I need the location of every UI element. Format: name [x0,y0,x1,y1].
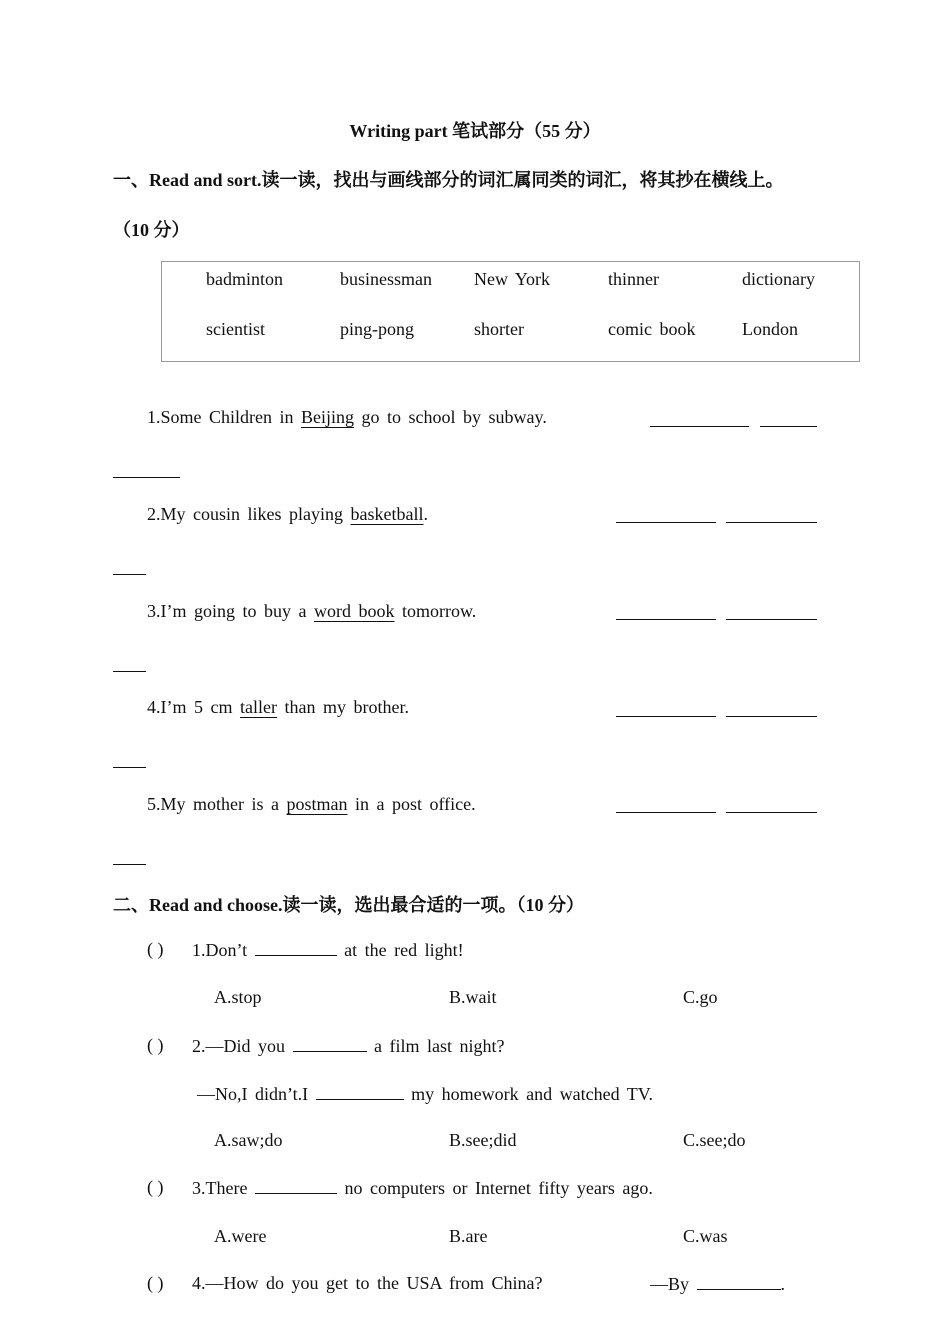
answer-parentheses[interactable]: ( ) [147,939,164,959]
word-businessman: businessman [340,269,432,289]
answer-blank[interactable] [616,522,716,523]
word-comic-book: comic book [608,319,696,339]
word-scientist: scientist [206,319,265,339]
section1-points: （10 分） [113,220,190,240]
option-a[interactable]: A.saw;do [214,1130,283,1150]
answer-parentheses[interactable]: ( ) [147,1035,164,1055]
choice-question-4: 4.—How do you get to the USA from China? [192,1273,543,1293]
option-c[interactable]: C.see;do [683,1130,746,1150]
answer-blank-continued[interactable] [113,767,146,768]
answer-parentheses[interactable]: ( ) [147,1273,164,1293]
option-a[interactable]: A.stop [214,987,262,1007]
answer-blank[interactable] [726,522,817,523]
answer-blank[interactable] [726,619,817,620]
choice-question-4-reply: —By . [650,1274,786,1294]
answer-blank[interactable] [726,716,817,717]
answer-blank[interactable] [616,812,716,813]
page-title: Writing part 笔试部分（55 分） [349,121,601,141]
answer-blank[interactable] [650,426,749,427]
choice-question-2: 2.—Did you a film last night? [192,1036,505,1056]
underlined-word: postman [286,794,348,814]
word-new-york: New York [474,269,551,289]
word-london: London [742,319,798,339]
fill-blank[interactable] [293,1035,367,1052]
fill-blank[interactable] [316,1083,404,1100]
word-ping-pong: ping-pong [340,319,414,339]
word-badminton: badminton [206,269,283,289]
answer-blank[interactable] [616,716,716,717]
fill-blank[interactable] [255,1177,337,1194]
word-shorter: shorter [474,319,524,339]
answer-parentheses[interactable]: ( ) [147,1177,164,1197]
answer-blank-continued[interactable] [113,864,146,865]
sort-question-3: 3.I’m going to buy a word book tomorrow. [147,601,477,621]
underlined-word: taller [239,697,277,717]
answer-blank[interactable] [726,812,817,813]
underlined-word: Beijing [301,407,354,427]
choice-question-3: 3.There no computers or Internet fifty years ago. [192,1178,653,1198]
section2-heading: 二、Read and choose.读一读，选出最合适的一项。（10 分） [113,895,585,915]
answer-blank-continued[interactable] [113,671,146,672]
section1-heading: 一、Read and sort.读一读，找出与画线部分的词汇属同类的词汇，将其抄在横线上。 [113,170,784,190]
option-a[interactable]: A.were [214,1226,267,1246]
underlined-word: basketball [350,504,424,524]
choice-question-2-reply: —No,I didn’t.I my homework and watched TV. [197,1084,653,1104]
word-dictionary: dictionary [742,269,815,289]
option-b[interactable]: B.are [449,1226,488,1246]
sort-question-4: 4.I’m 5 cm taller than my brother. [147,697,409,717]
word-box [161,261,860,362]
answer-blank[interactable] [616,619,716,620]
option-c[interactable]: C.go [683,987,718,1007]
fill-blank[interactable] [255,939,337,956]
answer-blank[interactable] [760,426,817,427]
option-c[interactable]: C.was [683,1226,728,1246]
sort-question-2: 2.My cousin likes playing basketball. [147,504,428,524]
fill-blank[interactable] [697,1273,781,1290]
option-b[interactable]: B.wait [449,987,497,1007]
answer-blank-continued[interactable] [113,477,180,478]
word-thinner: thinner [608,269,659,289]
option-b[interactable]: B.see;did [449,1130,517,1150]
choice-question-1: 1.Don’t at the red light! [192,940,464,960]
answer-blank-continued[interactable] [113,574,146,575]
underlined-word: word book [313,601,395,621]
sort-question-5: 5.My mother is a postman in a post office. [147,794,476,814]
sort-question-1: 1.Some Children in Beijing go to school by subway. [147,407,547,427]
